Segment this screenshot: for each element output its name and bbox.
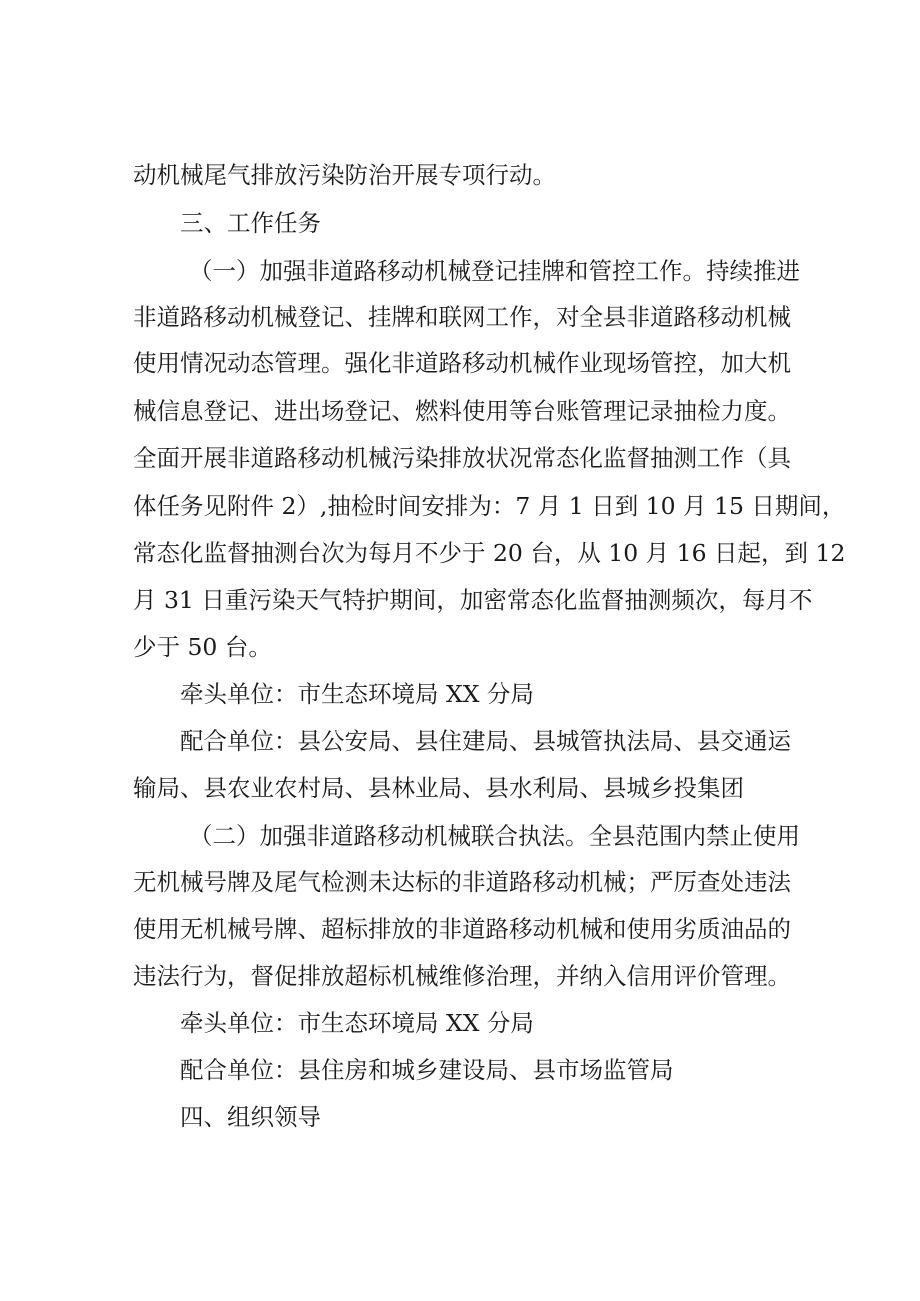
item-1-support-units-line-1: 配合单位：县公安局、县住建局、县城管执法局、县交通运 [180,727,791,755]
item-1-line-9: 少于 50 台。 [133,633,272,661]
item-2-lead-unit: 牵头单位：市生态环境局 XX 分局 [180,1009,534,1037]
paragraph-continuation-line: 动机械尾气排放污染防治开展专项行动。 [133,161,556,189]
item-2-line-2: 无机械号牌及尾气检测未达标的非道路移动机械；严厉查处违法 [133,868,791,896]
item-1-support-units-line-2: 输局、县农业农村局、县林业局、县水利局、县城乡投集团 [133,774,744,802]
section-heading-organization: 四、组织领导 [180,1103,321,1131]
item-1-line-4: 械信息登记、进出场登记、燃料使用等台账管理记录抽检力度。 [133,397,791,425]
item-2-line-1: （二）加强非道路移动机械联合执法。全县范围内禁止使用 [189,822,800,850]
item-1-line-7: 常态化监督抽测台次为每月不少于 20 台，从 10 月 16 日起，到 12 [133,539,846,567]
item-1-line-6: 体任务见附件 2）,抽检时间安排为：7 月 1 日到 10 月 15 日期间， [133,492,846,520]
item-1-line-2: 非道路移动机械登记、挂牌和联网工作，对全县非道路移动机械 [133,303,791,331]
item-1-line-3: 使用情况动态管理。强化非道路移动机械作业现场管控，加大机 [133,349,791,377]
item-1-line-5: 全面开展非道路移动机械污染排放状况常态化监督抽测工作（具 [133,444,791,472]
item-2-line-4: 违法行为，督促排放超标机械维修治理，并纳入信用评价管理。 [133,962,791,990]
item-1-lead-unit: 牵头单位：市生态环境局 XX 分局 [180,680,534,708]
item-1-line-1: （一）加强非道路移动机械登记挂牌和管控工作。持续推进 [189,257,800,285]
section-heading-work-tasks: 三、工作任务 [180,209,321,237]
item-2-support-units: 配合单位：县住房和城乡建设局、县市场监管局 [180,1056,674,1084]
item-2-line-3: 使用无机械号牌、超标排放的非道路移动机械和使用劣质油品的 [133,915,791,943]
item-1-line-8: 月 31 日重污染天气特护期间，加密常态化监督抽测频次，每月不 [133,586,813,614]
